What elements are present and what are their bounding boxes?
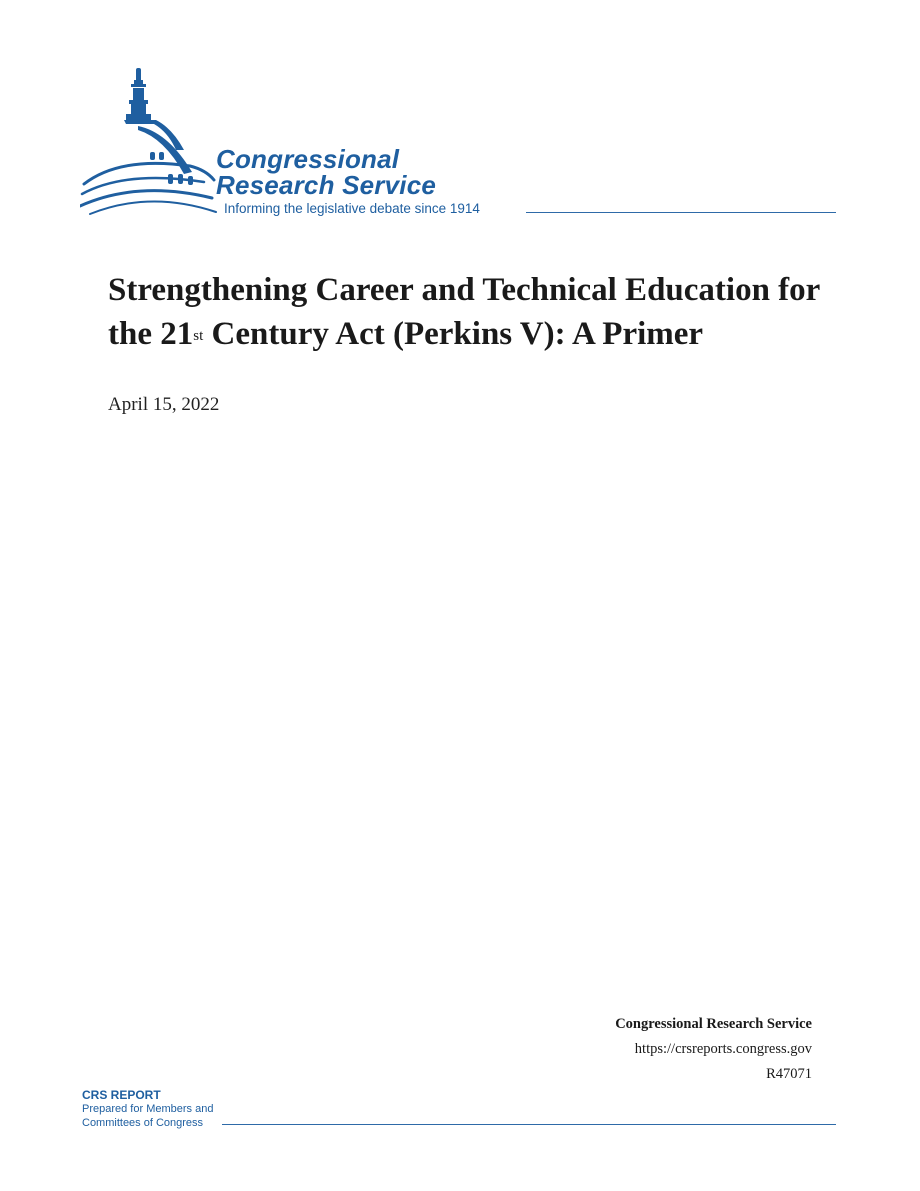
logo-line-2: Research Service [216,170,437,200]
logo-wordmark [216,146,436,198]
report-number: R47071 [766,1066,812,1082]
title-part-2: Century Act (Perkins V): A Primer [203,316,704,352]
footer-line-2: Committees of Congress [82,1117,204,1129]
publisher-url[interactable]: https://crsreports.congress.gov [634,1041,812,1057]
logo-line-1: Congressional [216,144,400,174]
header-rule [526,212,836,213]
footer-report-type: CRS REPORT [82,1088,161,1102]
footer-line-1: Prepared for Members and [82,1103,214,1115]
report-date: April 15, 2022 [108,394,220,415]
publisher-block [615,1012,812,1087]
capitol-dome-icon [80,66,220,218]
report-title [108,268,848,356]
publisher-name: Congressional Research Service [615,1016,812,1032]
title-part-1: Strengthening Career and Technical Education for the 21 [108,272,820,352]
logo-tagline: Informing the legislative debate since 1914 [224,201,480,216]
footer-rule [222,1124,836,1125]
title-superscript: st [193,328,204,344]
footer-label [82,1088,213,1130]
